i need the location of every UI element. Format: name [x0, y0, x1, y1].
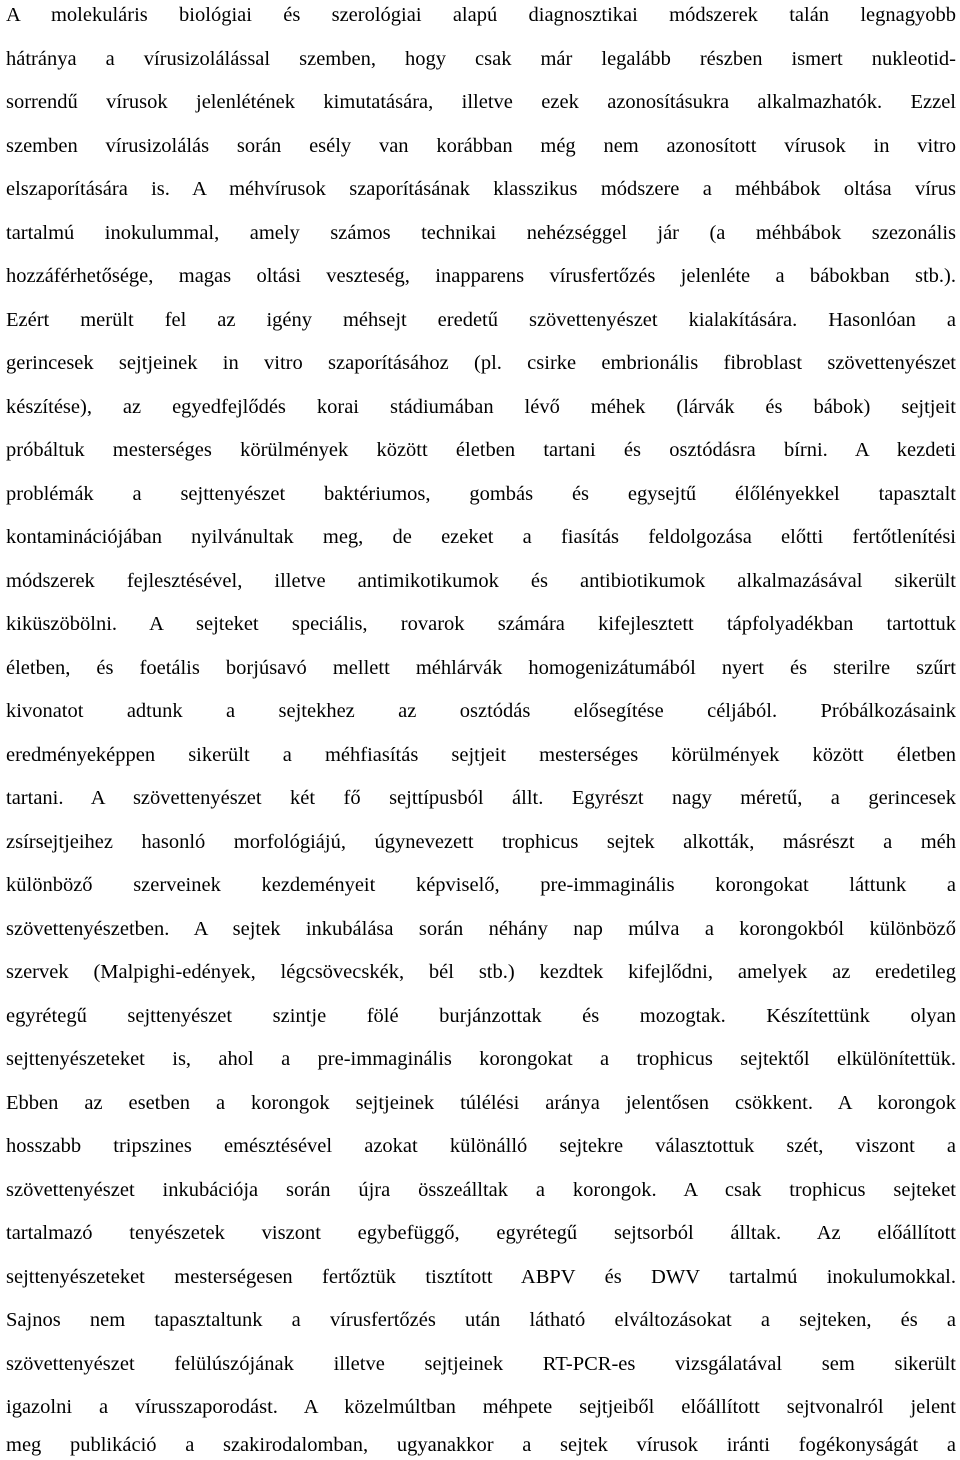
text-line: A molekuláris biológiai és szerológiai alapú diagnosztikai módszerek talán legnagyobb — [6, 4, 956, 26]
text-line: szövettenyészetben. A sejtek inkubálása során néhány nap múlva a korongokból különböző — [6, 917, 956, 940]
text-line: Ezért merült fel az igény méhsejt eredetű szövettenyészet kialakítására. Hasonlóan a — [6, 308, 956, 331]
text-line: meg publikáció a szakirodalomban, ugyanakkor a sejtek vírusok iránti fogékonyságát a — [6, 1434, 956, 1456]
text-line: sorrendű vírusok jelenlétének kimutatására, illetve ezek azonosításukra alkalmazhatók. Ezzel — [6, 91, 956, 113]
text-line: módszerek fejlesztésével, illetve antimikotikumok és antibiotikumok alkalmazásával sikerült — [6, 569, 956, 592]
text-line: igazolni a vírusszaporodást. A közelmúltban méhpete sejtjeiből előállított sejtvonalról jelent — [6, 1396, 956, 1418]
text-line: gerincesek sejtjeinek in vitro szaporításához (pl. csirke embrionális fibroblast szövettenyészet — [6, 352, 956, 374]
text-line: kontaminációjában nyilvánultak meg, de ezeket a fiasítás feldolgozása előtti fertőtlenítési — [6, 526, 956, 548]
text-line: problémák a sejttenyészet baktériumos, gombás és egysejtű élőlényekkel tapasztalt — [6, 482, 956, 505]
text-line: különböző szerveinek kezdeményeit képviselő, pre-immaginális korongokat láttunk a — [6, 874, 956, 896]
text-line: sejttenyészeteket mesterségesen fertőztük tisztított ABPV és DWV tartalmú inokulumokkal. — [6, 1265, 956, 1288]
text-line: szemben vírusizolálás során esély van korábban még nem azonosított vírusok in vitro — [6, 134, 956, 157]
text-line: eredményeképpen sikerült a méhfiasítás sejtjeit mesterséges körülmények között életben — [6, 743, 956, 766]
text-line: tartani. A szövettenyészet két fő sejttípusból állt. Egyrészt nagy méretű, a gerincesek — [6, 787, 956, 809]
text-line: hosszabb tripszines emésztésével azokat különálló sejtekre választottuk szét, viszont a — [6, 1135, 956, 1157]
text-line: szövettenyészet inkubációja során újra összeálltak a korongok. A csak trophicus sejteket — [6, 1178, 956, 1201]
text-line: elszaporítására is. A méhvírusok szaporításának klasszikus módszere a méhbábok oltása vírus — [6, 178, 956, 200]
text-line: kivonatot adtunk a sejtekhez az osztódás elősegítése céljából. Próbálkozásaink — [6, 700, 956, 722]
text-line: tartalmú inokulummal, amely számos technikai nehézséggel jár (a méhbábok szezonális — [6, 221, 956, 244]
text-line: tartalmazó tenyészetek viszont egybefüggő, egyrétegű sejtsorból álltak. Az előállított — [6, 1222, 956, 1244]
text-line: egyrétegű sejttenyészet szintje fölé burjánzottak és mozogtak. Készítettünk olyan — [6, 1004, 956, 1027]
text-line: készítése), az egyedfejlődés korai stádiumában lévő méhek (lárvák és bábok) sejtjeit — [6, 395, 956, 418]
text-line: hozzáférhetősége, magas oltási veszteség, inapparens vírusfertőzés jelenléte a bábokban stb.). — [6, 265, 956, 287]
text-line: szövettenyészet felülúszójának illetve sejtjeinek RT-PCR-es vizsgálatával sem sikerült — [6, 1352, 956, 1375]
text-line: Ebben az esetben a korongok sejtjeinek túlélési aránya jelentősen csökkent. A korongok — [6, 1091, 956, 1114]
text-line: sejttenyészeteket is, ahol a pre-immaginális korongokat a trophicus sejtektől elkülönítettük. — [6, 1048, 956, 1070]
text-line: hátránya a vírusizolálással szemben, hogy csak már legalább részben ismert nukleotid- — [6, 47, 956, 70]
text-line: szervek (Malpighi-edények, légcsövecskék, bél stb.) kezdtek kifejlődni, amelyek az eredetileg — [6, 961, 956, 983]
text-line: zsírsejtjeihez hasonló morfológiájú, úgynevezett trophicus sejtek alkották, másrészt a méh — [6, 830, 956, 853]
text-line: életben, és foetális borjúsavó mellett méhlárvák homogenizátumából nyert és sterilre szűrt — [6, 656, 956, 679]
text-line: kiküszöbölni. A sejteket speciális, rovarok számára kifejlesztett tápfolyadékban tartottuk — [6, 613, 956, 635]
text-line: próbáltuk mesterséges körülmények között életben tartani és osztódásra bírni. A kezdeti — [6, 439, 956, 461]
text-line: Sajnos nem tapasztaltunk a vírusfertőzés után látható elváltozásokat a sejteken, és a — [6, 1309, 956, 1331]
